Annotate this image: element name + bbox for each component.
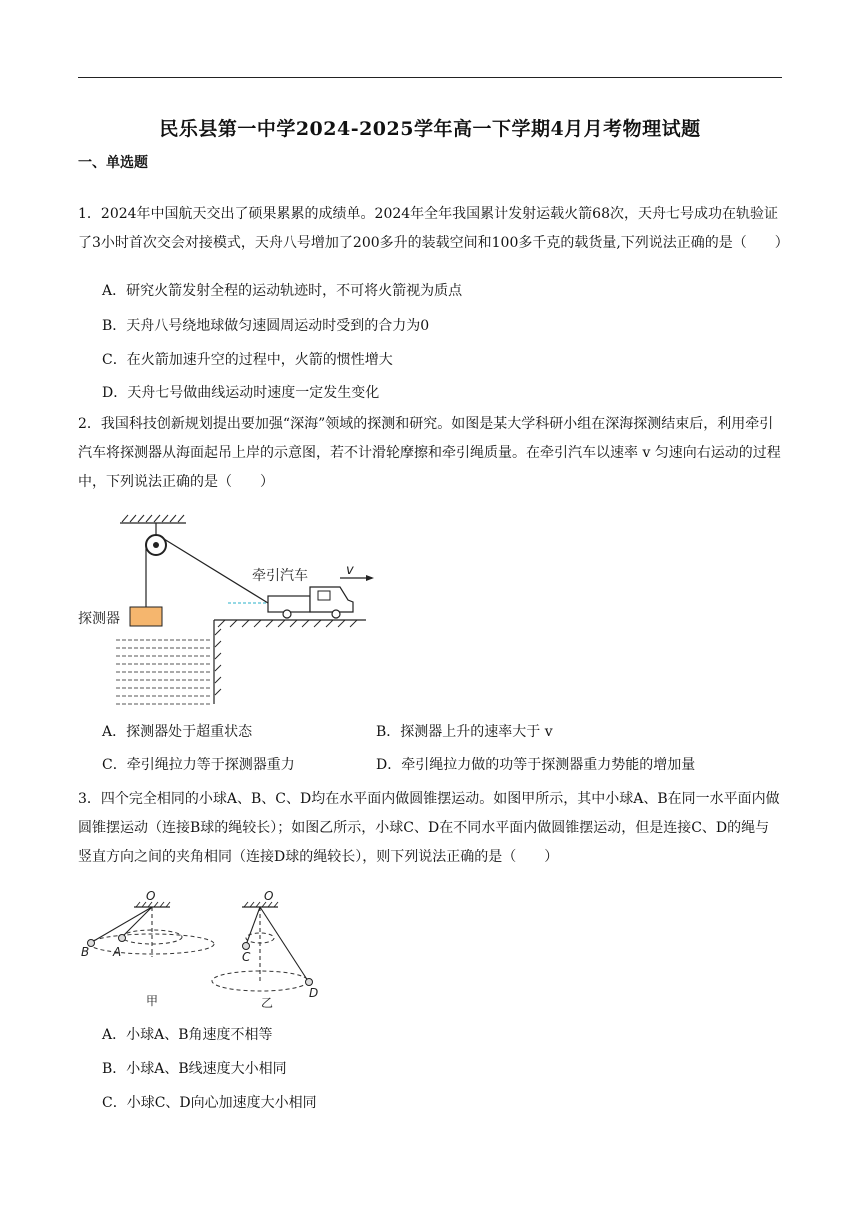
q2-option-a: A．探测器处于超重状态 — [102, 724, 253, 740]
q2-option-b: B．探测器上升的速率大于 v — [376, 724, 553, 740]
svg-text:D: D — [309, 986, 319, 1000]
truck-icon — [268, 587, 353, 618]
q2-stem: 2．我国科技创新规划提出要加强“深海”领域的探测和研究。如图是某大学科研小组在深海探测结束后，利用牵引汽车将探测器从海面起吊上岸的示意图，若不计滑轮摩擦和牵引绳质量。在牵引汽车以速率 v 匀速向右运动的过程中，下列说法正确的是（ ） — [78, 416, 781, 490]
svg-text:甲: 甲 — [146, 994, 159, 1008]
svg-text:C: C — [242, 950, 251, 964]
q3-option-a: A．小球A、B角速度不相等 — [102, 1027, 273, 1043]
svg-text:乙: 乙 — [261, 996, 274, 1010]
q1-option-a: A．研究火箭发射全程的运动轨迹时，不可将火箭视为质点 — [102, 283, 463, 299]
q3-option-b: B．小球A、B线速度大小相同 — [102, 1061, 287, 1077]
ball-a — [119, 935, 126, 942]
q2-figure — [78, 510, 378, 710]
car-label: 牵引汽车 — [252, 568, 308, 584]
q1-option-d: D．天舟七号做曲线运动时速度一定发生变化 — [102, 385, 380, 401]
q3-stem: 3．四个完全相同的小球A、B、C、D均在水平面内做圆锥摆运动。如图甲所示，其中小球A、B在同一水平面内做圆锥摆运动（连接B球的绳较长）；如图乙所示，小球C、D在不同水平面内做圆锥摆运动，但是连接C、D的绳与竖直方向之间的夹角相同（连接D球的绳较长），则下列说法正确的是（ ） — [78, 791, 780, 865]
probe-box — [130, 607, 162, 626]
q3-option-c: C．小球C、D向心加速度大小相同 — [102, 1095, 317, 1111]
probe-label: 探测器 — [78, 611, 120, 627]
header-rule — [78, 77, 782, 78]
page-title: 民乐县第一中学2024-2025学年高一下学期4月月考物理试题 — [159, 118, 701, 140]
section-heading: 一、单选题 — [78, 155, 148, 171]
q1-option-c: C．在火箭加速升空的过程中，火箭的惯性增大 — [102, 352, 393, 368]
figure-yi — [212, 889, 318, 1010]
svg-text:A: A — [113, 945, 122, 959]
svg-text:B: B — [81, 945, 90, 959]
q2-option-c: C．牵引绳拉力等于探测器重力 — [102, 757, 295, 773]
figure-jia — [81, 889, 214, 1008]
q1-stem: 1．2024年中国航天交出了硕果累累的成绩单。2024年全年我国累计发射运载火箭68次，天舟七号成功在轨验证了3小时首次交会对接模式，天舟八号增加了200多升的装载空间和100多千克的载货量,下列说法正确的是（ ） — [78, 206, 789, 251]
svg-text:O: O — [146, 889, 156, 903]
q2-option-d: D．牵引绳拉力做的功等于探测器重力势能的增加量 — [376, 757, 696, 773]
ball-c — [243, 943, 250, 950]
q3-figure — [78, 885, 338, 1013]
svg-text:O: O — [264, 889, 274, 903]
ball-d — [306, 979, 313, 986]
velocity-label: v — [346, 563, 354, 578]
q1-option-b: B．天舟八号绕地球做匀速圆周运动时受到的合力为0 — [102, 318, 430, 334]
